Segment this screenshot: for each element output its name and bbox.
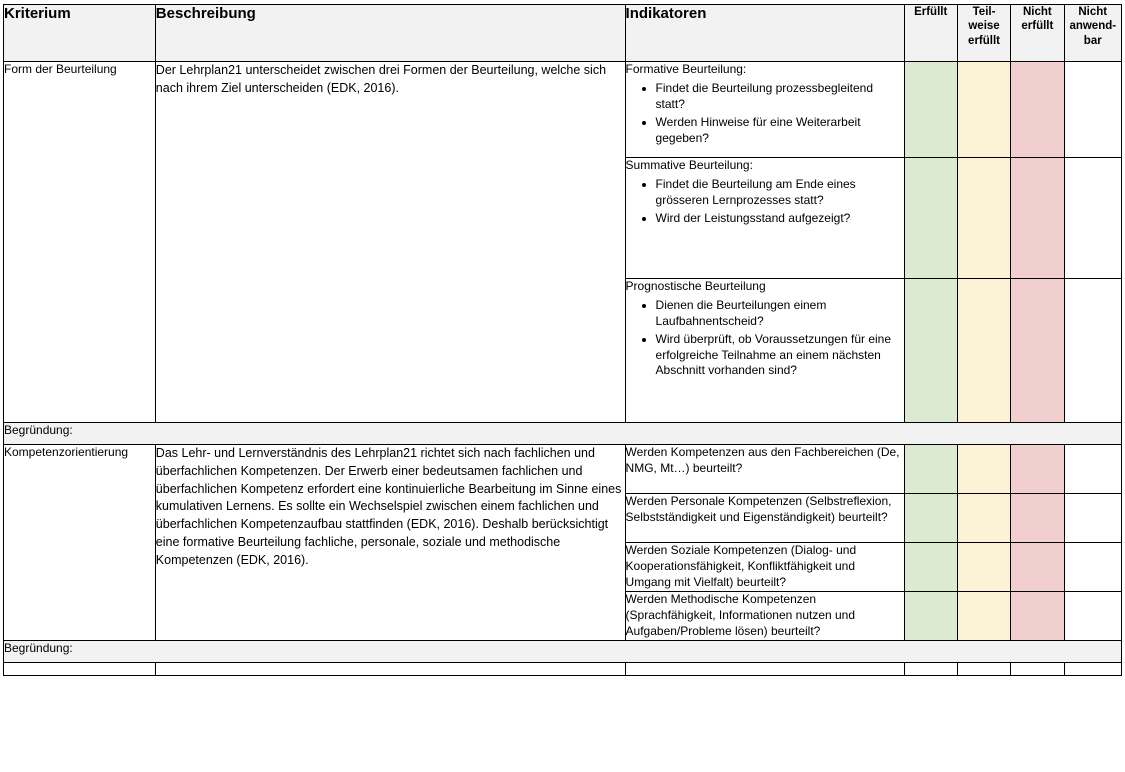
indicator-group-title: Formative Beurteilung: bbox=[625, 62, 747, 76]
checkbox-nicht-erfuellt[interactable] bbox=[1011, 62, 1064, 158]
indicator-group bbox=[625, 62, 904, 158]
criterion-description-partial bbox=[155, 663, 625, 676]
justification-label[interactable]: Begründung: bbox=[4, 641, 1122, 663]
column-header-teilweise-line3: erfüllt bbox=[968, 34, 1000, 47]
checkbox-teilweise-erfuellt[interactable] bbox=[957, 279, 1010, 423]
indicator-group-title: Summative Beurteilung: bbox=[625, 158, 753, 172]
column-header-erfuellt bbox=[904, 5, 957, 62]
criterion-name: Kompetenzorientierung bbox=[4, 445, 156, 641]
indicator-group bbox=[625, 158, 904, 279]
checkbox-nicht-anwendbar[interactable] bbox=[1064, 445, 1121, 494]
column-header-nicht-erfuellt-line1: Nicht bbox=[1022, 6, 1052, 18]
column-header-nicht-anwendbar-line3: bar bbox=[1083, 34, 1102, 47]
column-header-nicht-anwendbar-line2: anwend- bbox=[1069, 20, 1117, 33]
column-header-beschreibung: Beschreibung bbox=[155, 5, 625, 62]
column-header-nicht-erfuellt bbox=[1011, 5, 1064, 62]
checkbox-erfuellt[interactable] bbox=[904, 592, 957, 641]
justification-label[interactable]: Begründung: bbox=[4, 423, 1122, 445]
checkbox-nicht-erfuellt[interactable] bbox=[1011, 663, 1064, 676]
table-row bbox=[4, 62, 1122, 158]
checkbox-erfuellt[interactable] bbox=[904, 543, 957, 592]
checkbox-teilweise-erfuellt[interactable] bbox=[957, 494, 1010, 543]
checkbox-erfuellt[interactable] bbox=[904, 62, 957, 158]
checkbox-nicht-erfuellt[interactable] bbox=[1011, 543, 1064, 592]
checkbox-nicht-anwendbar[interactable] bbox=[1064, 543, 1121, 592]
indicator-group-title: Werden Personale Kompetenzen (Selbstreflexion, Selbstständigkeit und Eigenständigkeit) beurteilt? bbox=[625, 494, 892, 524]
list-item: • Dienen die Beurteilungen einem Laufbahnentscheid? bbox=[656, 298, 904, 329]
indicator-group-title: Werden Methodische Kompetenzen (Sprachfähigkeit, Informationen nutzen und Aufgaben/Probleme lösen) beurteilt? bbox=[625, 592, 856, 638]
checkbox-erfuellt[interactable] bbox=[904, 279, 957, 423]
checkbox-nicht-erfuellt[interactable] bbox=[1011, 494, 1064, 543]
column-header-indikatoren: Indikatoren bbox=[625, 5, 904, 62]
table-row-partial bbox=[4, 663, 1122, 676]
checkbox-teilweise-erfuellt[interactable] bbox=[957, 158, 1010, 279]
column-header-nicht-anwendbar bbox=[1064, 5, 1121, 62]
indicator-group-title: Prognostische Beurteilung bbox=[625, 279, 766, 293]
checkbox-nicht-anwendbar[interactable] bbox=[1064, 279, 1121, 423]
column-header-nicht-anwendbar-line1: Nicht bbox=[1078, 6, 1108, 18]
checkbox-nicht-anwendbar[interactable] bbox=[1064, 663, 1121, 676]
indicator-group-title: Werden Kompetenzen aus den Fachbereichen (De, NMG, Mt…) beurteilt? bbox=[625, 445, 900, 475]
indicator-list bbox=[626, 298, 904, 379]
indicator-group bbox=[625, 279, 904, 423]
checkbox-nicht-anwendbar[interactable] bbox=[1064, 158, 1121, 279]
criterion-name-partial bbox=[4, 663, 156, 676]
checkbox-teilweise-erfuellt[interactable] bbox=[957, 663, 1010, 676]
checkbox-erfuellt[interactable] bbox=[904, 663, 957, 676]
indicator-group-title: Werden Soziale Kompetenzen (Dialog- und Kooperationsfähigkeit, Konfliktfähigkeit und Umgang mit Vielfalt) beurteilt? bbox=[625, 543, 857, 589]
indicator-group bbox=[625, 543, 904, 592]
list-item: • Findet die Beurteilung am Ende eines grösseren Lernprozesses statt? bbox=[656, 177, 904, 208]
list-item: • Findet die Beurteilung prozessbegleitend statt? bbox=[656, 81, 904, 112]
list-item: • Wird überprüft, ob Voraussetzungen für eine erfolgreiche Teilnahme an einem nächsten Abschnitt vorhanden sind? bbox=[656, 332, 904, 379]
checkbox-nicht-anwendbar[interactable] bbox=[1064, 592, 1121, 641]
header-row bbox=[4, 5, 1122, 62]
criterion-description: Das Lehr- und Lernverständnis des Lehrplan21 richtet sich nach fachlichen und überfachlichen Kompetenzen. Der Erwerb einer bedeutsamen fachlichen und überfachlichen Kompetenz erfordert eine kontinuierliche Bearbeitung im Sinne eines kumulativen Lernens. Es sollte ein Wechselspiel zwischen einem fachlichen und überfachlichen Kompetenzaufbau stattfinden (EDK, 2016). Deshalb berücksichtigt eine formative Beurteilung fachliche, personale, soziale und methodische Kompetenzen (EDK, 2016). bbox=[155, 445, 625, 641]
column-header-teilweise-line1: Teil- bbox=[972, 6, 996, 18]
table-row-justification bbox=[4, 423, 1122, 445]
column-header-kriterium: Kriterium bbox=[4, 5, 156, 62]
indicator-group bbox=[625, 494, 904, 543]
checkbox-nicht-anwendbar[interactable] bbox=[1064, 494, 1121, 543]
checkbox-nicht-erfuellt[interactable] bbox=[1011, 158, 1064, 279]
column-header-nicht-erfuellt-line2: erfüllt bbox=[1021, 20, 1054, 33]
indicator-list bbox=[626, 81, 904, 146]
indicator-group bbox=[625, 445, 904, 494]
checkbox-nicht-erfuellt[interactable] bbox=[1011, 445, 1064, 494]
checkbox-teilweise-erfuellt[interactable] bbox=[957, 62, 1010, 158]
criterion-name: Form der Beurteilung bbox=[4, 62, 156, 423]
checkbox-teilweise-erfuellt[interactable] bbox=[957, 543, 1010, 592]
column-header-teilweise-line2: weise bbox=[968, 20, 1000, 33]
table-row bbox=[4, 445, 1122, 494]
column-header-erfuellt-label: Erfüllt bbox=[914, 6, 948, 18]
column-header-teilweise-erfuellt bbox=[957, 5, 1010, 62]
list-item: • Werden Hinweise für eine Weiterarbeit gegeben? bbox=[656, 115, 904, 146]
table-row-justification bbox=[4, 641, 1122, 663]
checkbox-teilweise-erfuellt[interactable] bbox=[957, 445, 1010, 494]
indicator-group-partial bbox=[625, 663, 904, 676]
checkbox-erfuellt[interactable] bbox=[904, 494, 957, 543]
table-header bbox=[4, 5, 1122, 62]
checkbox-teilweise-erfuellt[interactable] bbox=[957, 592, 1010, 641]
checkbox-nicht-erfuellt[interactable] bbox=[1011, 279, 1064, 423]
checkbox-erfuellt[interactable] bbox=[904, 158, 957, 279]
indicator-list bbox=[626, 177, 904, 227]
table-body bbox=[4, 62, 1122, 676]
criteria-table bbox=[3, 4, 1122, 676]
indicator-group bbox=[625, 592, 904, 641]
list-item: • Wird der Leistungsstand aufgezeigt? bbox=[656, 211, 904, 227]
checkbox-nicht-anwendbar[interactable] bbox=[1064, 62, 1121, 158]
criterion-description: Der Lehrplan21 unterscheidet zwischen drei Formen der Beurteilung, welche sich nach ihrem Ziel unterscheiden (EDK, 2016). bbox=[155, 62, 625, 423]
checkbox-erfuellt[interactable] bbox=[904, 445, 957, 494]
checkbox-nicht-erfuellt[interactable] bbox=[1011, 592, 1064, 641]
